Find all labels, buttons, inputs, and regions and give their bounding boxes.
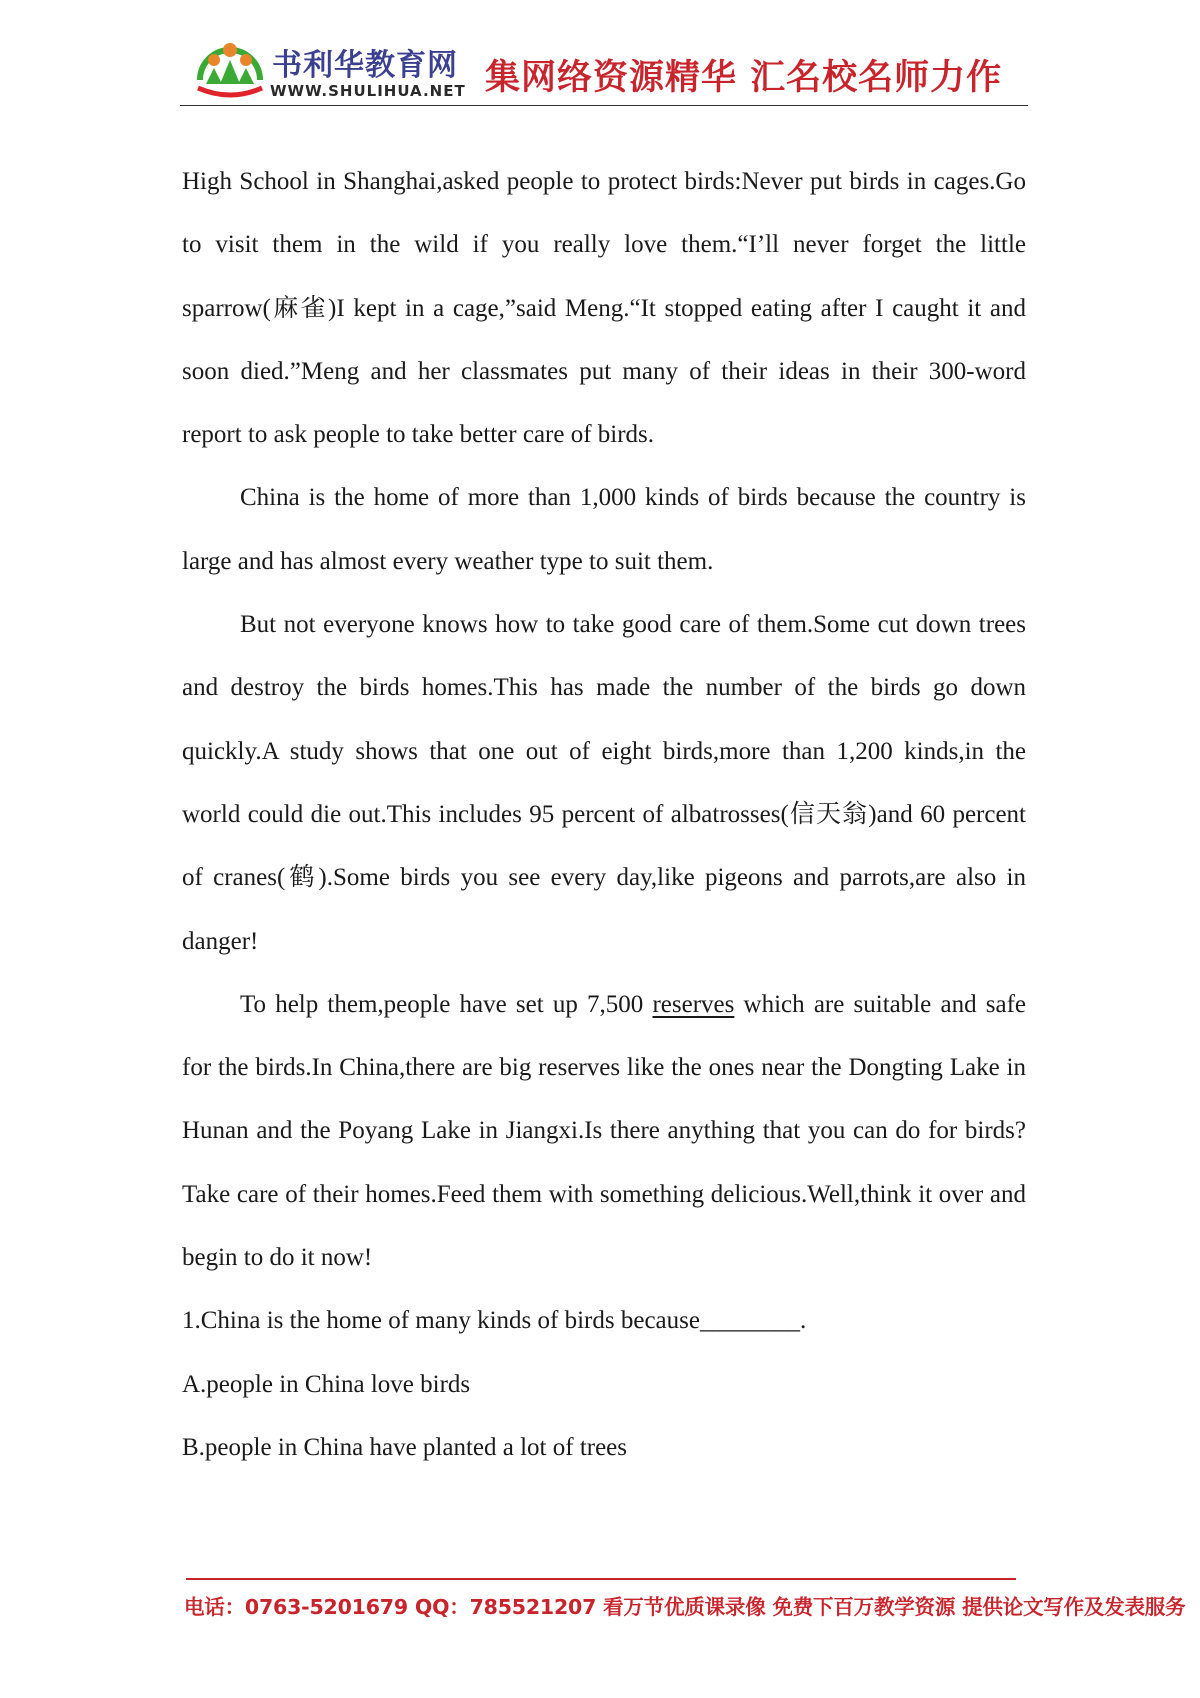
- question-1-stem: 1.China is the home of many kinds of birds because________.: [182, 1307, 807, 1335]
- footer-divider: [186, 1578, 1016, 1580]
- question-1-option-a: A.people in China love birds: [182, 1370, 471, 1398]
- passage-paragraph-3: But not everyone knows how to take good care of them.Some cut down trees and destroy the birds homes.This has made the number of the birds go down quickly.A study shows that one out of eight birds,more than 1,200 kinds,in the world could die out.This includes 95 percent of albatrosses(信天翁)and 60 percent of cranes(鹤).Some birds you see every day,like pigeons and parrots,are also in danger!: [182, 611, 1026, 955]
- paragraph-4-text-before: To help them,people have set up 7,500: [240, 990, 653, 1018]
- footer-contact: 电话：0763-5201679 QQ：785521207 看万节优质课录像 免费下百万教学资源 提供论文写作及发表服务: [184, 1595, 1186, 1619]
- passage-paragraph-4: [182, 973, 1026, 1289]
- shulihua-logo-icon: [194, 36, 266, 102]
- page-header: [180, 36, 1030, 106]
- underlined-word-reserves: reserves: [652, 990, 735, 1018]
- brand-name: 书利华教育网: [272, 48, 458, 83]
- passage-paragraph-2: China is the home of more than 1,000 kinds of birds because the country is large and has almost every weather type to suit them.: [182, 484, 1026, 575]
- brand-url: WWW.SHULIHUA.NET: [270, 82, 466, 100]
- passage-paragraph-1: High School in Shanghai,asked people to protect birds:Never put birds in cages.Go to visit them in the wild if you really love them.“I’ll never forget the little sparrow(麻雀)I kept in a cage,”said Meng.“It stopped eating after I caught it and soon died.”Meng and her classmates put many of their ideas in their 300-word report to ask people to take better care of birds.: [182, 168, 1026, 449]
- paragraph-4-text-after: which are suitable and safe for the birds.In China,there are big reserves like the ones near the Dongting Lake in Hunan and the Poyang Lake in Jiangxi.Is there anything that you can do for birds?Take care of their homes.Feed them with something delicious.Well,think it over and begin to do it now!: [182, 990, 1026, 1272]
- header-divider: [180, 105, 1028, 106]
- header-slogan: 集网络资源精华 汇名校名师力作: [485, 58, 1003, 98]
- reading-passage: [182, 150, 1026, 1479]
- question-1-option-b: B.people in China have planted a lot of trees: [182, 1433, 628, 1461]
